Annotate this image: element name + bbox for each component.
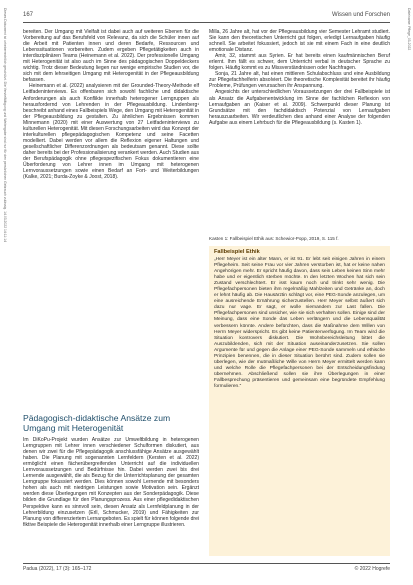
page-footer: [23, 566, 390, 576]
left-column: [23, 29, 199, 180]
journal-citation: Padua (2022), 17 (3): 165–172: [23, 566, 92, 572]
box-title: Fallbeispiel Ethik: [214, 249, 260, 255]
left-column-lower: [23, 437, 199, 528]
paragraph: Angesichts der unterschiedlichen Voraussetzungen der drei Fallbeispiele ist als Ansatz die Aufgabenentwicklung im Sinne der fachlichen Reflexion von Lernaufgaben an (Kaiser et al. 2009). Schwerpunkt dieser Planung ist Grundsätze mit den fachdidaktisch Potenzial von Lernaufgaben herauszuarbeiten. Wir verdeutlichen dies anhand einer Analyse der folgenden Aufgabe aus einem Lehrbuch für die Pflegeausbildung (s. Kasten 1).: [209, 89, 390, 126]
paragraph: Heinemann et al. (2022) analysieren mit der Grounded-Theory-Methode elf Leitfadeninterviews. Es offenbaren sich sowohl fachliche und didaktische Anforderungen als auch Konflikte innerhalb heterogener Lerngruppen als herausfordernd von Lehrenden in der Pflegeausbildung. Lindenberg¹ beschreibt anhand eines Fallbeispiels Wege, den Umgang mit Heterogenität in der Pflegeausbildung zu gestalten. Zu ähnlichen Ergebnissen kommen Minnemann (2020) mit einer Auswertung von 27 Leitfadeninterviews zu kulturellen Heterogenität. Mit diesen Forschungsarbeiten wird das Konzept der interkulturellen pflegepädagogischen Kompetenz und seine Facetten modelliert. Dabei werden vor allem die Reflexion eigener Haltungen und gesellschaftlicher Differenzordnungen als bedeutsam genannt. Diese sollte daher bereits bei der Professionalisierung verankert werden. Auch Studien aus der Berufspädagogik ohne pflegespezifischen Fokus dokumentieren eine Überforderung von Lehrer innen im Umgang mit heterogenen Lernvoraussetzungen sowie einen Bedarf an Fort- und Weiterbildungen (Kalke, 2021; Burda-Zoyke & Joost, 2018).: [23, 83, 199, 181]
section-heading: Pädagogisch-didaktische Ansätze zum Umgang mit Heterogenität: [23, 413, 171, 433]
page-number: 167: [23, 12, 34, 18]
publisher-copyright: © 2022 Hogrefe: [354, 566, 390, 572]
paragraph: Sonja, 21 Jahre alt, hat einen mittleren Schulabschluss und eine Ausbildung zur Pflegefachhelferin absolviert. Die theoretische Komplexität bereitet ihr häufig Probleme, Prüfungen verursachen ihr Anspannung.: [209, 71, 390, 90]
paragraph: Amir, 32, stammt aus Syrien. Er hat bereits einen kaufmännischen Beruf erlernt. Ihm fällt es schwer, dem Unterricht verbal in deutscher Sprache zu folgen. Häufig kommt es zu Missverständnissen oder Nachfragen.: [209, 53, 390, 72]
section-label: Wissen und Forschen: [331, 12, 390, 18]
header-rule: [23, 22, 390, 23]
paragraph: bereiten. Der Umgang mit Vielfalt ist dabei auch auf weiteren Ebenen für die Vorbereitung auf das Berufsfeld von Relevanz, da sich die Schüler innen auf die Arbeit mit Patienten innen und deren Bedarfe, Ressourcen und Lebenssituationen vorbereiten. Zudem ergeben Pflegetätigkeiten auch in interdisziplinären Teams (Heinemann et al. 2022). Der professionelle Umgang mit Heterogenität ist also auch im Sinne des pädagogischen Doppeldeckers wichtig. Trotz dieser Bedeutung liegen nur wenige empirische Studien vor, die sich mit dem lehrseitigen Umgang mit Heterogenität in der Pflegeausbildung befassen.: [23, 29, 199, 84]
right-edge-text: Dateiname: Pflege_03-2022: [407, 8, 411, 51]
footer-rule: [23, 563, 390, 564]
sidebar-copyright-text: Dieses Dokument ist urheberrechtlich geschützt. Die Vervielfältigung und Weitergabe sind nur für den persönlichen Gebrauch zulässig. 14.03.2022 14:11:14: [3, 8, 7, 242]
right-column: [209, 29, 390, 126]
page-header: [23, 12, 390, 22]
case-box: [209, 246, 390, 556]
box-body: „Herr Meyer ist ein alter Mann, er ist 91. Er lebt seit einigen Jahren in einem Pflegeheim. Seit seine Frau vor vier Jahren verstorben ist, hat er keine nahen Angehörigen mehr. Er spricht häufig davon, dass sein Leben keinen Sinn mehr habe und er eigentlich sterben möchte. In den letzten Wochen hat sich sein Zustand verschlechtert. Er isst kaum noch und trinkt sehr wenig. Die Pflegefachpersonen bieten ihm regelmäßig Mahlzeiten und Getränke an, doch er lehnt häufig ab. Die Hausärztin schlägt vor, eine PEG-Sonde anzulegen, um eine ausreichende Ernährung sicherzustellen. Herr Meyer selbst äußert sich dazu nur vage. Er sagt, er wolle niemandem zur Last fallen. Die Pflegefachpersonen sind unsicher, wie sie sich verhalten sollen. Einige sind der Meinung, dass eine Sonde das Leben verlängern und die Lebensqualität verbessern könnte. Andere befürchten, dass die Maßnahme dem Willen von Herrn Meyer widerspricht. Es gibt keine Patientenverfügung. Im Team wird die Situation kontrovers diskutiert. Die Wohnbereichsleitung bittet die Auszubildenden, sich mit der Situation auseinanderzusetzen. Sie sollen Argumente für und gegen die Anlage einer PEG-Sonde sammeln und ethische Prinzipien benennen, die in dieser Situation berührt sind. Zudem sollen sie überlegen, wie der mutmaßliche Wille von Herrn Meyer ermittelt werden kann und welche Rolle die Pflegefachpersonen bei der Entscheidungsfindung übernehmen. Abschließend sollen sie ihre Überlegungen in einer Fallbesprechung präsentieren und gemeinsam eine begründete Empfehlung formulieren.“: [214, 257, 385, 389]
paragraph: Milla, 26 Jahre alt, hat vor der Pflegeausbildung vier Semester Lehramt studiert. Sie kann den theoretischen Unterricht gut folgen, erledigt Lernaufgaben häufig schnell. Sie arbeitet fokussiert, jedoch ist sie mit einem Fach in eine deutlich emotionale Distanz.: [209, 29, 390, 54]
box-caption: Kasten 1: Fallbeispiel Ethik aus: Schewior-Popp, 2019, S. 115 f.: [209, 236, 339, 241]
paragraph: Im DiKoPu-Projekt wurden Ansätze zur Umweltbildung in heterogenen Lerngruppen mit Lehrer innen verschiedener Schulformen diskutiert, aus denen wir zwei für die Pflegepädagogik anschlussfähige Ansätze ausgewählt haben. Die Planung mit sogenannten Lernfeldern (Kersten et al. 2022) ermöglicht einen fächerübergreifenden Unterricht auf die individuellen Lernvoraussetzungen und Bedürfnisse hin. Dabei werden zwei bis drei Lernende ausgewählt, die als Bezug für die Unterrichtsplanung der gesamten Lerngruppe fokussiert werden. Dies können sowohl Lernende mit besonders hohen als auch mit niedrigen Leistungen sowie Motivation sein. Ergänzt werden diese Überlegungen mit Konzepten aus der Sonderpädagogik. Diese bilden die Grundlage für den Planungsprozess. Aus einer pflegedidaktischen Perspektive kann es sinnvoll sein, diesen Ansatz als Lernfeldplanung in der Lehrerbildung einzusetzen (Erll, Schmucker, 2019) und Fähigkeiten zur Planung von differenziertem Lernangeboten. Es spielt für können folgende drei fiktive Beispiele die Heterogenität innerhalb einer Lerngruppe illustrieren.: [23, 437, 199, 528]
